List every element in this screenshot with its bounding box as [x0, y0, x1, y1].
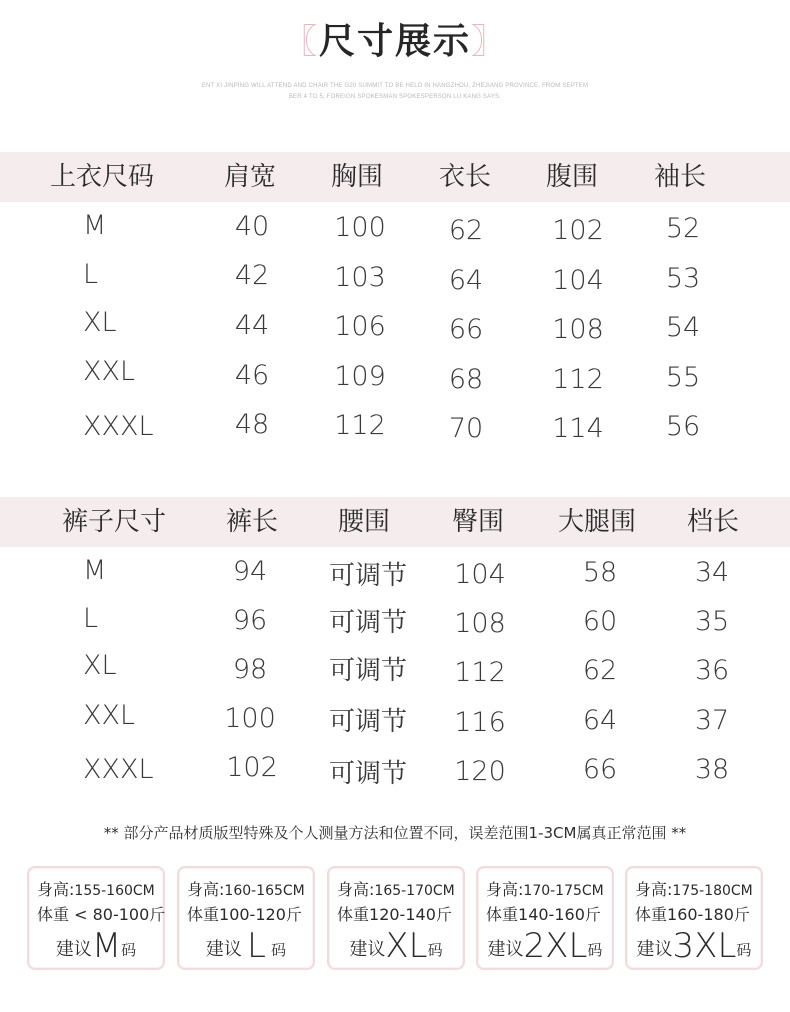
table-cell: 54 [665, 312, 701, 343]
table-cell: 112 [334, 410, 386, 441]
table-cell: 64 [448, 265, 484, 296]
suggest-prefix: 建议 [636, 939, 673, 960]
table-cell: 100 [334, 212, 386, 243]
suggest-size: M [91, 926, 122, 966]
table-cell: 102 [226, 752, 278, 783]
size-recommendation-3xl [625, 866, 763, 970]
table-cell: XXL [83, 356, 136, 387]
table-cell: 106 [334, 311, 386, 342]
table-cell: L [83, 259, 99, 290]
pants-header-thigh: 大腿围 [557, 507, 637, 537]
size-recommendation-xl [327, 866, 465, 970]
pants-header-hip: 臀围 [451, 507, 505, 537]
height-line [187, 877, 305, 900]
top-header-sleeve: 袖长 [653, 162, 707, 192]
table-cell: 可调节 [328, 759, 408, 789]
height-value: 170-175CM [523, 883, 604, 899]
suggest-suffix: 码 [427, 941, 443, 959]
suggest-size: XL [385, 926, 428, 966]
suggest-size: 3XL [672, 926, 737, 966]
pants-header-rise: 档长 [686, 507, 740, 537]
table-cell: 112 [454, 657, 506, 688]
table-cell: 55 [665, 362, 701, 393]
table-cell: 可调节 [328, 656, 408, 686]
table-cell: 53 [665, 263, 701, 294]
table-cell: 37 [694, 705, 730, 736]
suggested-size [179, 926, 313, 966]
weight-label: 体重 [187, 905, 220, 924]
height-value: 175-180CM [672, 883, 753, 899]
suggested-size [29, 926, 163, 966]
measurement-note: ** 部分产品材质版型特殊及个人测量方法和位置不同，误差范围1-3CM属真正常范围 ** [103, 824, 687, 842]
bracket-left: 〖 [282, 22, 319, 62]
table-cell: 可调节 [328, 608, 408, 638]
weight-line [635, 902, 750, 925]
height-value: 165-170CM [374, 883, 455, 899]
table-cell: 114 [552, 413, 604, 444]
height-line [337, 877, 455, 900]
subtitle-line-1: ENT XI JINPING WILL ATTEND AND CHAIR THE G20 SUMMIT TO BE HELD IN HANGZHOU, ZHEJIANG PROVINCE, FROM SEPTEM [201, 83, 589, 89]
table-cell: 可调节 [328, 707, 408, 737]
weight-line [187, 902, 302, 925]
table-cell: 116 [454, 707, 506, 738]
height-label: 身高: [337, 880, 375, 899]
table-cell: 46 [234, 360, 270, 391]
table-cell: 52 [665, 213, 701, 244]
table-cell: 70 [448, 413, 484, 444]
height-label: 身高: [635, 880, 673, 899]
table-cell: M [83, 210, 107, 241]
table-cell: 40 [234, 211, 270, 242]
weight-label: 体重 [337, 905, 370, 924]
height-label: 身高: [37, 880, 75, 899]
table-cell: 60 [582, 606, 618, 637]
suggest-suffix: 码 [121, 941, 137, 959]
table-cell: XL [83, 307, 117, 338]
table-cell: 可调节 [328, 561, 408, 591]
height-line [635, 877, 753, 900]
table-cell: 34 [694, 557, 730, 588]
weight-value: 100-120斤 [219, 905, 302, 924]
size-recommendation-m [27, 866, 165, 970]
table-cell: 42 [234, 260, 270, 291]
height-line [486, 877, 604, 900]
weight-value: 140-160斤 [518, 905, 601, 924]
top-header-belly: 腹围 [545, 162, 599, 192]
suggest-prefix: 建议 [205, 939, 242, 960]
table-cell: 104 [454, 559, 506, 590]
size-recommendation-l [177, 866, 315, 970]
size-recommendation-2xl [476, 866, 614, 970]
table-cell: 36 [694, 655, 730, 686]
table-cell: 38 [694, 754, 730, 785]
table-cell: 35 [694, 606, 730, 637]
top-header-size: 上衣尺码 [50, 162, 155, 192]
top-header-chest: 胸围 [330, 162, 384, 192]
subtitle-line-2: BER 4 TO 5, FOREIGN SPOKESMAN SPOKESPERSON LU KANG SAYS. [288, 94, 502, 100]
table-cell: 56 [665, 411, 701, 442]
table-cell: 66 [582, 754, 618, 785]
height-label: 身高: [486, 880, 524, 899]
table-cell: 112 [552, 364, 604, 395]
top-header-length: 衣长 [438, 162, 492, 192]
suggested-size [627, 926, 761, 966]
height-value: 155-160CM [74, 883, 155, 899]
table-cell: L [83, 603, 99, 634]
bracket-right: 〗 [471, 22, 507, 62]
table-cell: 58 [582, 557, 618, 588]
table-cell: 68 [448, 364, 484, 395]
weight-value: 120-140斤 [369, 905, 452, 924]
suggest-suffix: 码 [271, 941, 287, 959]
table-cell: 62 [582, 655, 618, 686]
weight-line [37, 902, 165, 925]
weight-line [486, 902, 601, 925]
pants-header-length: 裤长 [225, 507, 279, 537]
suggest-suffix: 码 [587, 941, 603, 959]
weight-value: < 80-100斤 [74, 905, 166, 924]
pants-header-size: 裤子尺寸 [62, 507, 167, 537]
table-cell: XL [83, 650, 117, 681]
table-cell: 98 [232, 654, 268, 685]
suggested-size [478, 926, 612, 966]
table-cell: 94 [232, 556, 268, 587]
page-title-text: 尺寸展示 [318, 21, 471, 62]
table-cell: 66 [448, 314, 484, 345]
height-line [37, 877, 155, 900]
table-cell: XXL [83, 700, 136, 731]
table-cell: 120 [454, 756, 506, 787]
table-cell: 96 [232, 605, 268, 636]
suggest-suffix: 码 [736, 941, 752, 959]
table-cell: 108 [552, 314, 604, 345]
table-cell: XXXL [83, 411, 154, 442]
weight-line [337, 902, 452, 925]
weight-value: 160-180斤 [667, 905, 750, 924]
table-cell: 104 [552, 265, 604, 296]
suggested-size [329, 926, 463, 966]
height-value: 160-165CM [224, 883, 305, 899]
table-cell: 103 [334, 262, 386, 293]
weight-label: 体重 [486, 905, 519, 924]
weight-label: 体重 [635, 905, 668, 924]
table-cell: 108 [454, 608, 506, 639]
top-header-shoulder: 肩宽 [223, 162, 277, 192]
table-cell: 100 [224, 703, 276, 734]
suggest-prefix: 建议 [55, 939, 92, 960]
table-cell: M [83, 555, 107, 586]
table-cell: 109 [334, 361, 386, 392]
weight-label: 体重 [37, 905, 70, 924]
suggest-prefix: 建议 [487, 939, 524, 960]
height-label: 身高: [187, 880, 225, 899]
suggest-size: L [247, 926, 266, 966]
pants-header-waist: 腰围 [337, 507, 391, 537]
table-cell: 64 [582, 705, 618, 736]
suggest-prefix: 建议 [349, 939, 386, 960]
table-cell: XXXL [83, 754, 154, 785]
suggest-size: 2XL [523, 926, 588, 966]
table-cell: 48 [234, 409, 270, 440]
table-cell: 62 [448, 215, 484, 246]
table-cell: 44 [234, 310, 270, 341]
table-cell: 102 [552, 215, 604, 246]
